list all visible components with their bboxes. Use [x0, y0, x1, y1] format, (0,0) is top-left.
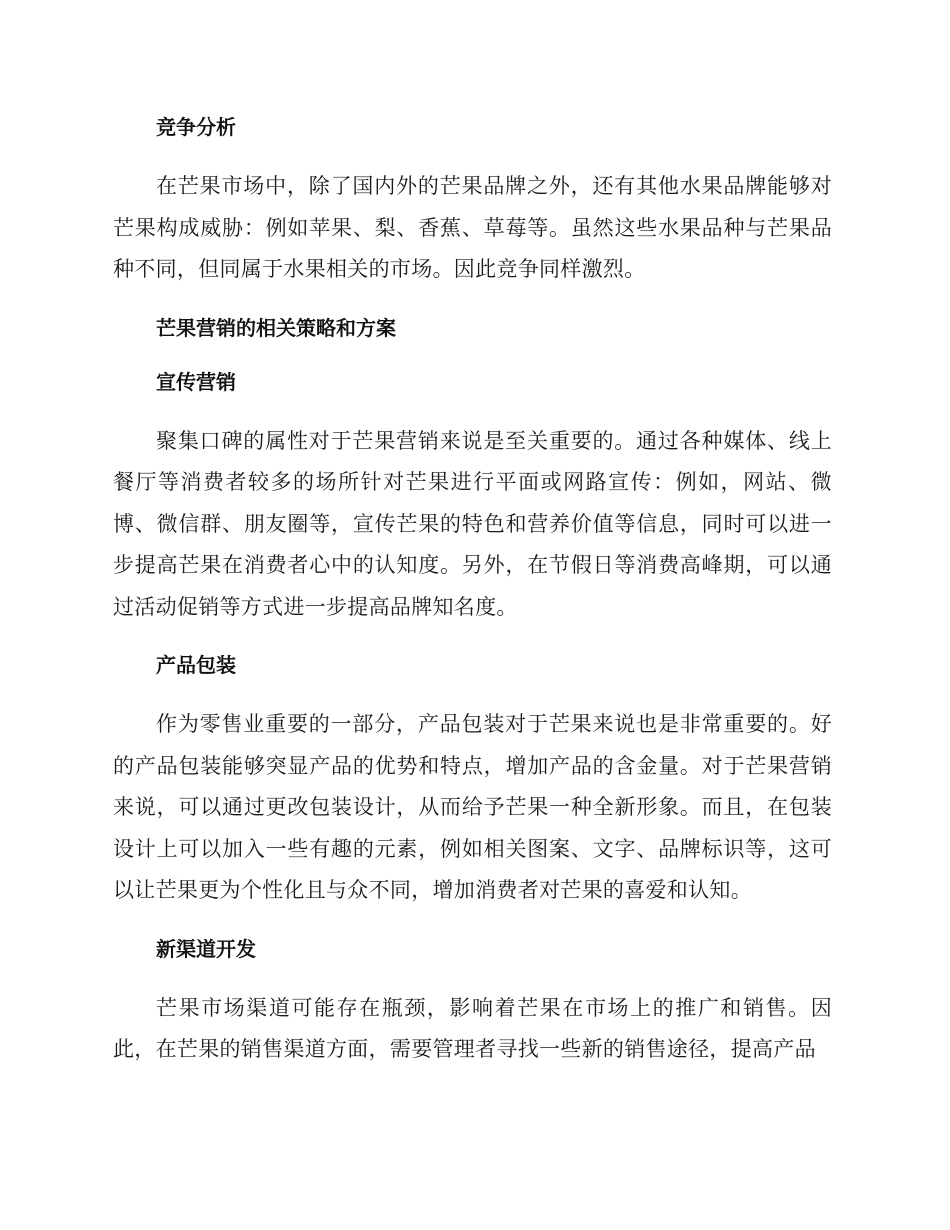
section-heading-competition: 竞争分析 [156, 115, 236, 139]
section-heading-strategy: 芒果营销的相关策略和方案 [156, 315, 396, 340]
section-heading-new-channels: 新渠道开发 [156, 936, 256, 961]
paragraph-packaging: 作为零售业重要的一部分，产品包装对于芒果来说也是非常重要的。好的产品包装能够突显产品的优势和特点，增加产品的含金量。对于芒果营销来说，可以通过更改包装设计，从而给予芒果一种全新形象。而且，在包装设计上可以加入一些有趣的元素，例如相关图案、文字、品牌标识等，这可以让芒果更为个性化且与众不同，增加消费者对芒果的喜爱和认知。 [113, 712, 832, 902]
section-heading-packaging: 产品包装 [156, 653, 236, 677]
paragraph-promotion: 聚集口碑的属性对于芒果营销来说是至关重要的。通过各种媒体、线上餐厅等消费者较多的场所针对芒果进行平面或网路宣传：例如，网站、微博、微信群、朋友圈等，宣传芒果的特色和营养价值等信息，同时可以进一步提高芒果在消费者心中的认知度。另外，在节假日等消费高峰期，可以通过活动促销等方式进一步提高品牌知名度。 [113, 428, 832, 619]
paragraph-new-channels: 芒果市场渠道可能存在瓶颈，影响着芒果在市场上的推广和销售。因此，在芒果的销售渠道方面，需要管理者寻找一些新的销售途径，提高产品 [113, 995, 832, 1061]
paragraph-competition: 在芒果市场中，除了国内外的芒果品牌之外，还有其他水果品牌能够对芒果构成威胁：例如苹果、梨、香蕉、草莓等。虽然这些水果品种与芒果品种不同，但同属于水果相关的市场。因此竞争同样激烈。 [113, 174, 832, 281]
section-heading-promotion: 宣传营销 [156, 369, 236, 394]
